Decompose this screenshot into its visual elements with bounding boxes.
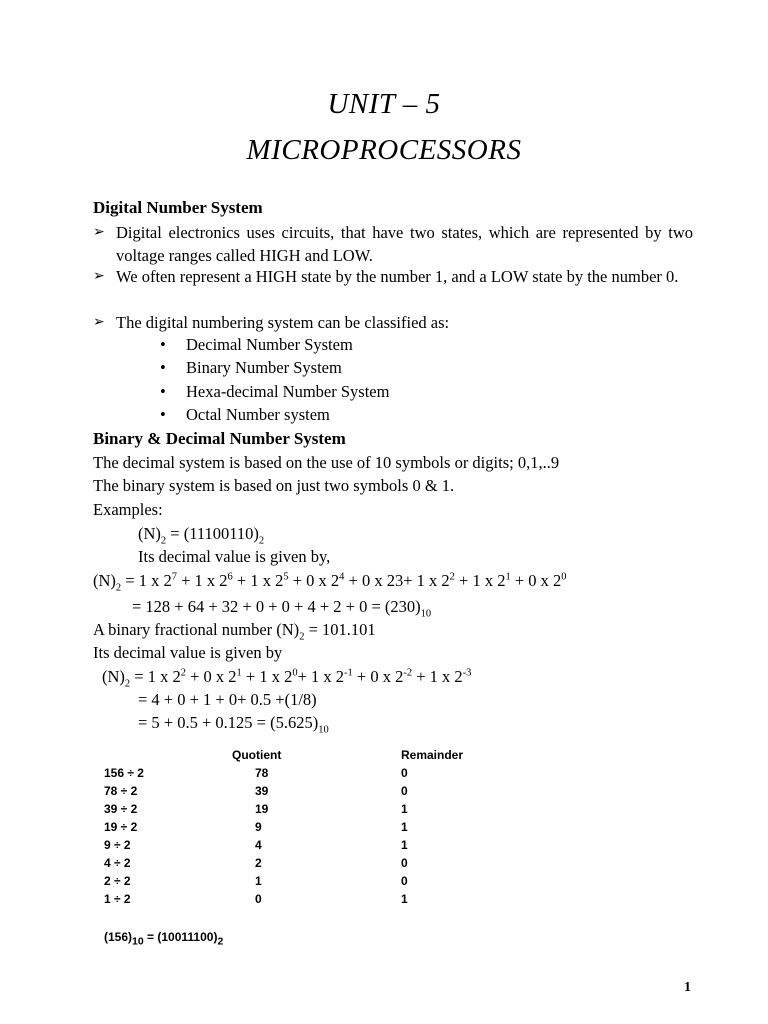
paragraph-line: Examples: <box>93 500 163 519</box>
table-cell: 1 <box>401 802 408 816</box>
table-cell: 1 <box>401 820 408 834</box>
table-cell: 78 <box>255 766 269 780</box>
bullet-text: The digital numbering system can be classified as: <box>116 313 450 332</box>
list-item: • Decimal Number System <box>160 335 353 354</box>
table-cell: 9 ÷ 2 <box>104 838 131 852</box>
table-cell: 0 <box>401 766 408 780</box>
list-item: • Binary Number System <box>160 358 342 377</box>
bullet-item <box>93 221 693 267</box>
equation-fraction-result: = $5 + 0.5 + 0.125 = (5.625)_{10}$ <box>138 713 329 736</box>
section-heading-digital-number-system: Digital Number System <box>93 198 263 217</box>
table-cell: 39 ÷ 2 <box>104 802 138 816</box>
paragraph-line: The binary system is based on just two symbols 0 & 1. <box>93 476 455 495</box>
table-cell: 4 ÷ 2 <box>104 856 131 870</box>
table-cell: 0 <box>255 892 262 906</box>
equation-binary-number: $(N)_2 = (11100110)_2$ <box>138 524 265 547</box>
dot-bullet-icon: • <box>160 405 166 424</box>
dot-bullet-icon: • <box>160 358 166 377</box>
table-cell: 2 ÷ 2 <box>104 874 131 888</box>
table-cell: 1 <box>401 892 408 906</box>
table-cell: 39 <box>255 784 269 798</box>
dot-bullet-icon: • <box>160 335 166 354</box>
bullet-item <box>93 265 693 288</box>
arrow-bullet-icon: ➢ <box>93 269 105 284</box>
table-cell: 1 ÷ 2 <box>104 892 131 906</box>
table-cell: 78 ÷ 2 <box>104 784 138 798</box>
table-cell: 19 <box>255 802 269 816</box>
unit-title: UNIT – 5 <box>327 88 441 120</box>
table-cell: 0 <box>401 874 408 888</box>
bullet-item <box>93 311 693 334</box>
dot-bullet-icon: • <box>160 382 166 401</box>
table-header-quotient: Quotient <box>232 748 282 762</box>
arrow-bullet-icon: ➢ <box>93 225 105 240</box>
table-cell: 156 ÷ 2 <box>104 766 144 780</box>
table-header-remainder: Remainder <box>401 748 464 762</box>
bullet-text: We often represent a HIGH state by the number 1, and a LOW state by the number 0. <box>116 267 679 286</box>
paragraph-line: Its decimal value is given by <box>93 643 283 662</box>
table-cell: 19 ÷ 2 <box>104 820 138 834</box>
arrow-bullet-icon: ➢ <box>93 315 105 330</box>
table-cell: 4 <box>255 838 262 852</box>
equation-sum: = $128 + 64 + 32 + 0 + 0 + 4 + 2 + 0 = (230)_{10}$ <box>132 597 432 620</box>
page-number: 1 <box>684 980 691 995</box>
table-cell: 1 <box>401 838 408 852</box>
table-cell: 2 <box>255 856 262 870</box>
unit-subtitle: MICROPROCESSORS <box>246 134 522 166</box>
paragraph-line: Its decimal value is given by, <box>138 547 331 566</box>
conversion-result: $(156)_{10} = (10011100)_2$ <box>104 930 224 948</box>
table-cell: 0 <box>401 856 408 870</box>
equation-fraction-expansion: $(N)_2 = 1$ x $2^2 + 0$ x $2^1 + 1$ x $2^0+ 1$ x $2^{-1} + 0$ x $2^{-2} + 1$ x $2^{-3}$ <box>102 667 472 690</box>
equation-expansion: $(N)_2 = 1$ x $2^7 + 1$ x $2^6 + 1$ x $2^5 + 0$ x $2^4 + 0$ x 23+ 1 x $2^2 + 1$ x $2^1 + 0$ x $2^0$ <box>93 571 567 594</box>
list-item: • Octal Number system <box>160 405 330 424</box>
list-item: • Hexa-decimal Number System <box>160 382 390 401</box>
paragraph-line: The decimal system is based on the use of 10 symbols or digits; 0,1,..9 <box>93 453 560 472</box>
table-cell: 9 <box>255 820 262 834</box>
table-cell: 1 <box>255 874 262 888</box>
table-cell: 0 <box>401 784 408 798</box>
bullet-text: Digital electronics uses circuits, that have two states, which are represented by two voltage ranges called HIGH and LOW. <box>116 223 693 265</box>
section-heading-binary-decimal: Binary & Decimal Number System <box>93 429 346 448</box>
equation-fraction-step: = 4 + 0 + 1 + 0+ 0.5 +(1/8) <box>138 690 317 709</box>
paragraph-line: A binary fractional number $(N)_2 = 101.101$ <box>93 620 376 643</box>
